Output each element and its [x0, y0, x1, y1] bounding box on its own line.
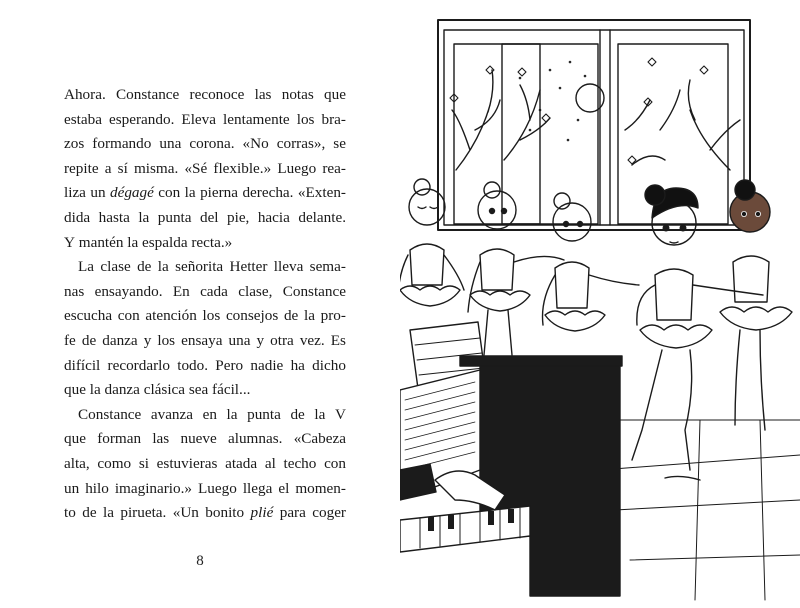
- word: Hetter: [229, 258, 268, 276]
- word: fe: [64, 331, 76, 349]
- word: nas: [64, 282, 85, 300]
- word: dicho: [312, 356, 346, 374]
- word: imaginario.»: [114, 479, 193, 497]
- ballet-class-illustration: [400, 0, 800, 608]
- word: clase: [100, 258, 131, 276]
- word: otra: [270, 331, 294, 349]
- word: sí: [117, 159, 128, 177]
- word: formando: [92, 135, 152, 153]
- word: atención: [145, 307, 197, 325]
- word: «Sé: [184, 159, 208, 177]
- word: del: [199, 208, 219, 226]
- word: estaba: [64, 110, 102, 128]
- word: reconoce: [189, 86, 245, 103]
- text-line: [64, 452, 346, 477]
- word: para: [279, 504, 306, 522]
- word: Es: [330, 331, 346, 349]
- dancer-3: [543, 193, 640, 331]
- word: liza: [64, 184, 86, 202]
- word: un: [64, 479, 80, 497]
- word: forman: [97, 430, 142, 448]
- word: al: [264, 454, 276, 472]
- word: pierna: [200, 184, 239, 202]
- word: punta: [157, 208, 192, 226]
- word: Constance: [282, 282, 346, 300]
- word: danza: [104, 381, 140, 399]
- word: alta,: [64, 454, 90, 472]
- text-line: [64, 501, 346, 526]
- text-line: [64, 304, 346, 329]
- text-line: [64, 231, 346, 256]
- text-line: [64, 255, 346, 280]
- word: nadie: [250, 356, 284, 374]
- word: las: [254, 86, 272, 103]
- word: lentamente: [223, 110, 290, 128]
- word: pirueta.: [120, 504, 167, 522]
- word: si: [138, 454, 149, 472]
- word: a: [104, 159, 112, 177]
- text-line: [64, 329, 346, 354]
- word: todo.: [177, 356, 209, 374]
- word: con: [117, 307, 140, 325]
- text-line: [64, 181, 346, 206]
- word: vez.: [299, 331, 325, 349]
- word: ensaya: [181, 331, 223, 349]
- word: ha: [290, 356, 305, 374]
- word: esperando.: [109, 110, 175, 128]
- word: y: [143, 331, 152, 349]
- word: to: [64, 504, 76, 522]
- word: flexible.»: [213, 159, 272, 177]
- word: estuvieras: [156, 454, 218, 472]
- word: hilo: [85, 479, 109, 497]
- word: una: [228, 331, 251, 349]
- word: la: [157, 258, 169, 276]
- word: lleva: [273, 258, 304, 276]
- word: fácil...: [212, 381, 251, 399]
- word: dida: [64, 208, 91, 226]
- text-line: [64, 280, 346, 305]
- word: recta.»: [191, 233, 233, 251]
- word: espalda: [142, 233, 188, 251]
- word: Luego: [277, 159, 317, 177]
- word: coger: [312, 504, 346, 522]
- word: cada: [200, 282, 228, 300]
- word: el: [278, 479, 290, 497]
- text-line: [64, 157, 346, 182]
- piano: [400, 356, 622, 596]
- word: bra-: [321, 110, 346, 128]
- word: plié: [250, 504, 274, 522]
- text-line: [64, 132, 346, 157]
- word: con: [324, 454, 346, 472]
- word: corona.: [189, 135, 235, 153]
- word: que: [324, 86, 346, 103]
- word: «Cabeza: [293, 430, 346, 448]
- word: notas: [281, 86, 314, 103]
- word: hacia: [257, 208, 290, 226]
- word: corras»,: [276, 135, 326, 153]
- word: la: [184, 184, 196, 202]
- word: la: [127, 233, 139, 251]
- word: que: [64, 381, 86, 399]
- word: los: [157, 331, 176, 349]
- word: danza: [102, 331, 138, 349]
- word: Y: [64, 233, 75, 251]
- word: con: [158, 184, 181, 202]
- word: Pero: [215, 356, 244, 374]
- word: nueve: [180, 430, 217, 448]
- word: rea-: [322, 159, 346, 177]
- word: zos: [64, 135, 85, 153]
- word: bonito: [205, 504, 245, 522]
- word: Luego: [198, 479, 237, 497]
- window: [438, 20, 750, 230]
- word: de: [81, 331, 97, 349]
- word: difícil: [64, 356, 101, 374]
- word: que: [64, 430, 86, 448]
- word: pro-: [320, 307, 346, 325]
- word: techo: [283, 454, 317, 472]
- word: de: [82, 504, 97, 522]
- word: atada: [225, 454, 258, 472]
- word: los: [296, 110, 315, 128]
- word: sema-: [309, 258, 346, 276]
- word: Constance: [116, 86, 180, 103]
- word: pie,: [227, 208, 250, 226]
- word: alumnas.: [228, 430, 283, 448]
- word: de: [290, 405, 305, 423]
- word: punta: [247, 405, 281, 423]
- word: avanza: [150, 405, 194, 423]
- word: escucha: [64, 307, 113, 325]
- word: señorita: [175, 258, 224, 276]
- word: la: [89, 381, 101, 399]
- floor: [600, 420, 800, 600]
- word: en: [202, 405, 217, 423]
- word: misma.: [133, 159, 179, 177]
- word: repite: [64, 159, 99, 177]
- text-line: [64, 83, 346, 108]
- word: la: [102, 504, 114, 522]
- word: hasta: [98, 208, 130, 226]
- text-line: [64, 378, 346, 403]
- word: recordarlo: [107, 356, 170, 374]
- word: «Exten-: [297, 184, 346, 202]
- word: un: [90, 184, 106, 202]
- word: los: [202, 307, 221, 325]
- word: y: [256, 331, 265, 349]
- word: momen-: [295, 479, 346, 497]
- word: la: [314, 405, 326, 423]
- word: «No: [242, 135, 269, 153]
- word: consejos: [225, 307, 279, 325]
- text-line: [64, 427, 346, 452]
- word: Ahora.: [64, 86, 106, 103]
- word: clase,: [238, 282, 273, 300]
- word: En: [172, 282, 190, 300]
- word: Eleva: [181, 110, 216, 128]
- word: Constance: [78, 405, 142, 423]
- word: de: [283, 307, 299, 325]
- word: la: [303, 307, 315, 325]
- text-line: [64, 108, 346, 133]
- word: sea: [188, 381, 209, 399]
- dancer-5: [720, 180, 792, 430]
- word: las: [152, 430, 170, 448]
- page-number: 8: [196, 553, 204, 569]
- word: mantén: [78, 233, 124, 251]
- word: se: [333, 135, 346, 153]
- word: clásica: [143, 381, 186, 399]
- body-text: [64, 83, 346, 526]
- word: como: [97, 454, 132, 472]
- text-line: [64, 403, 346, 428]
- word: una: [159, 135, 182, 153]
- word: dégagé: [109, 184, 154, 202]
- word: «Un: [172, 504, 199, 522]
- word: delante.: [298, 208, 346, 226]
- text-line: [64, 354, 346, 379]
- word: derecha.: [242, 184, 294, 202]
- word: llega: [242, 479, 273, 497]
- word: La: [78, 258, 95, 276]
- text-line: [64, 477, 346, 502]
- word: ensayando.: [94, 282, 163, 300]
- dancer-2: [468, 182, 564, 355]
- word: V: [334, 405, 346, 423]
- word: la: [138, 208, 150, 226]
- word: de: [137, 258, 152, 276]
- text-line: [64, 206, 346, 231]
- word: la: [226, 405, 238, 423]
